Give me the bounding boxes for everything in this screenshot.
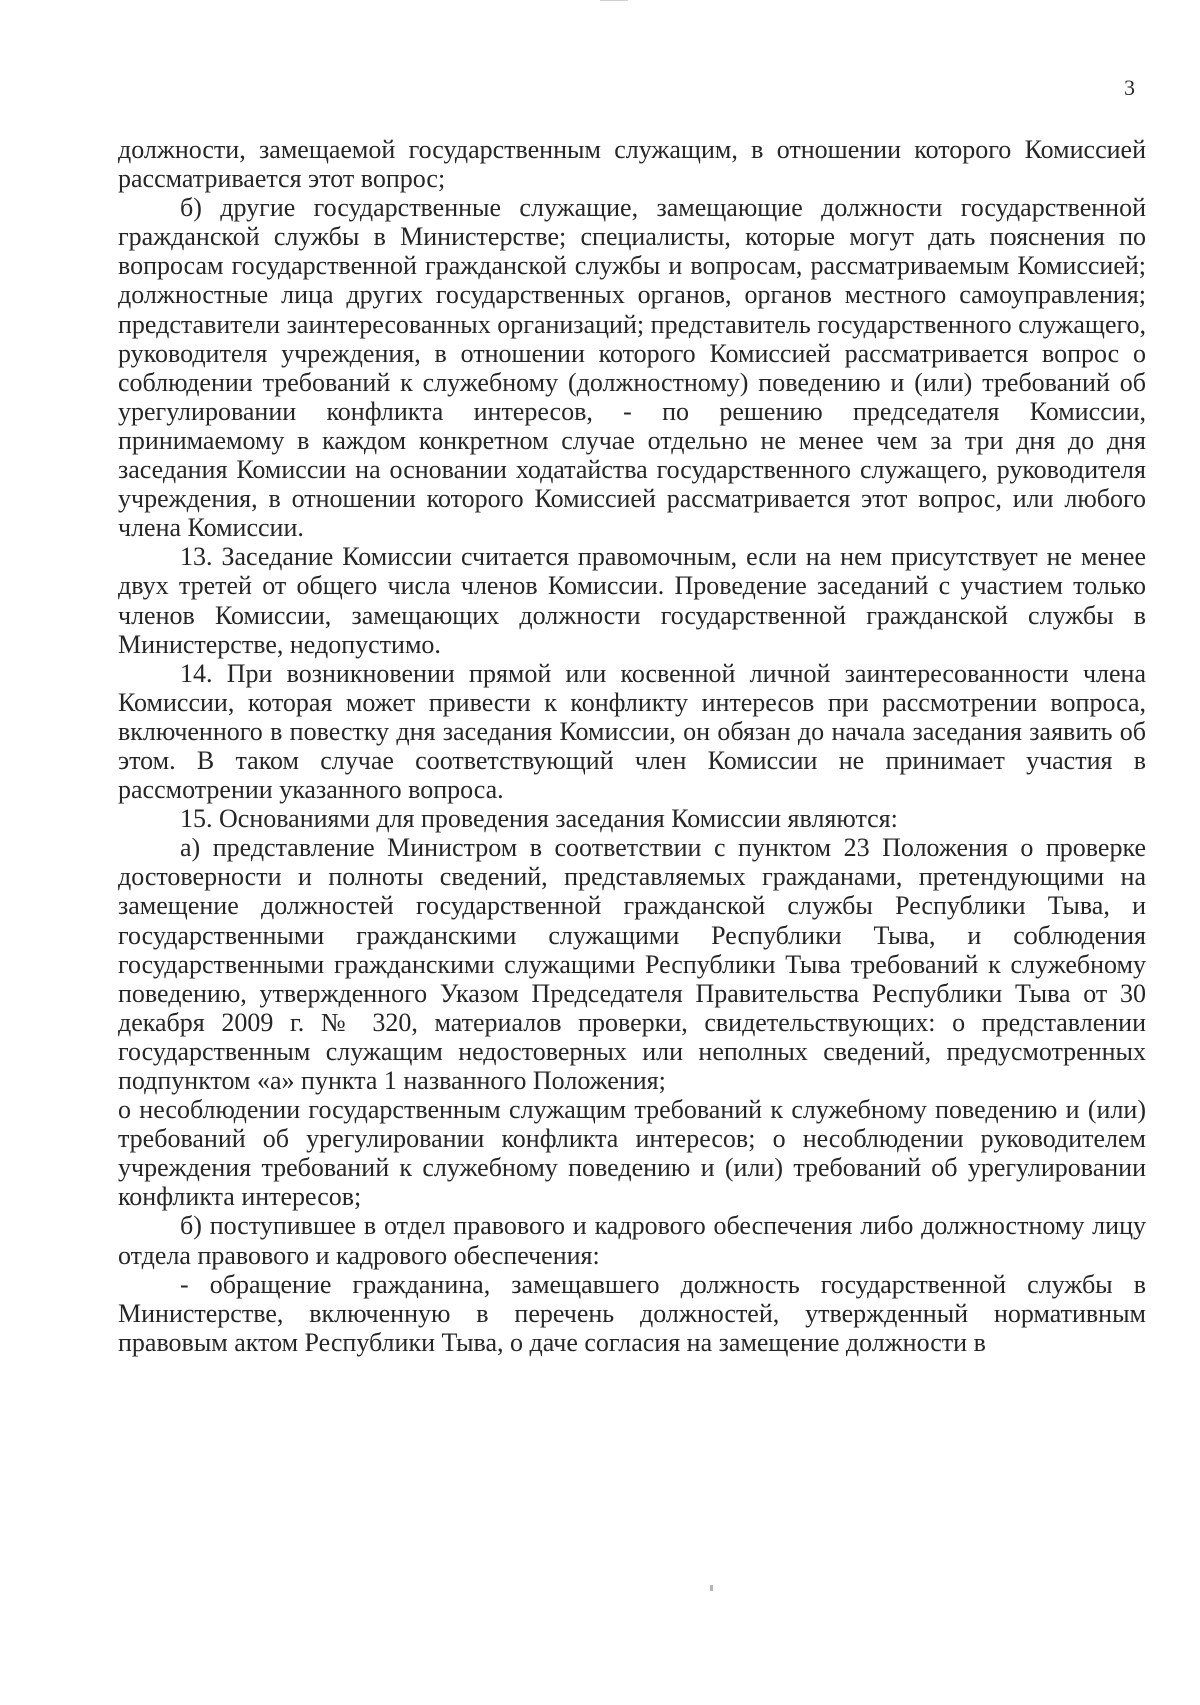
paragraph-item-12-b: б) другие государственные служащие, замещающие должности государственной гражданской службы в Министерстве; специалисты, которые могут дать пояснения по вопросам государственной гражданской службы и вопросам, рассматриваемым Комиссией; должностные лица других государственных органов, органов местного самоуправления; представители заинтересованных организаций; представитель государственного служащего, руководителя учреждения, в отношении которого Комиссией рассматривается вопрос о соблюдении требований к служебному (должностному) поведению и (или) требований об урегулировании конфликта интересов, - по решению председателя Комиссии, принимаемому в каждом конкретном случае отдельно не менее чем за три дня до дня заседания Комиссии на основании ходатайства государственного служащего, руководителя учреждения, в отношении которого Комиссией рассматривается этот вопрос, или любого члена Комиссии.: [118, 193, 1146, 543]
document-body: [118, 135, 1146, 1357]
page-number: 3: [1124, 75, 1135, 100]
paragraph-item-15: 15. Основаниями для проведения заседания Комиссии являются:: [180, 804, 898, 834]
paragraph-item-13: 13. Заседание Комиссии считается правомочным, если на нем присутствует не менее двух третей от общего числа членов Комиссии. Проведение заседаний с участием только членов Комиссии, замещающих должности государственной гражданской службы в Министерстве, недопустимо.: [118, 542, 1146, 659]
paragraph-item-15-a: а) представление Министром в соответствии с пунктом 23 Положения о проверке достоверности и полноты сведений, представляемых гражданами, претендующими на замещение должностей государственной гражданской службы Республики Тыва, и государственными гражданскими служащими Республики Тыва, и соблюдения государственными гражданскими служащими Республики Тыва требований к служебному поведению, утвержденного Указом Председателя Правительства Республики Тыва от 30 декабря 2009 г. № 320, материалов проверки, свидетельствующих: о представлении государственным служащим недостоверных или неполных сведений, предусмотренных подпунктом «а» пункта 1 названного Положения;: [118, 833, 1146, 1095]
paragraph-item-15-b-dash: - обращение гражданина, замещавшего должность государственной службы в Министерстве, включенную в перечень должностей, утвержденный нормативным правовым актом Республики Тыва, о даче согласия на замещение должности в: [118, 1269, 1146, 1357]
paragraph-item-15-a-continuation: о несоблюдении государственным служащим требований к служебному поведению и (или) требований об урегулировании конфликта интересов; о несоблюдении руководителем учреждения требований к служебному поведению и (или) требований об урегулировании конфликта интересов;: [118, 1095, 1146, 1212]
paragraph-item-14: 14. При возникновении прямой или косвенной личной заинтересованности члена Комиссии, которая может привести к конфликту интересов при рассмотрении вопроса, включенного в повестку дня заседания Комиссии, он обязан до начала заседания заявить об этом. В таком случае соответствующий член Комиссии не принимает участия в рассмотрении указанного вопроса.: [118, 658, 1146, 805]
paragraph-item-15-b: б) поступившее в отдел правового и кадрового обеспечения либо должностному лицу отдела правового и кадрового обеспечения:: [118, 1211, 1146, 1270]
scan-artifact-top: [600, 0, 628, 1]
paragraph-continuation-top: должности, замещаемой государственным служащим, в отношении которого Комиссией рассматривается этот вопрос;: [118, 135, 1146, 194]
scan-artifact-bottom: [710, 1585, 713, 1591]
